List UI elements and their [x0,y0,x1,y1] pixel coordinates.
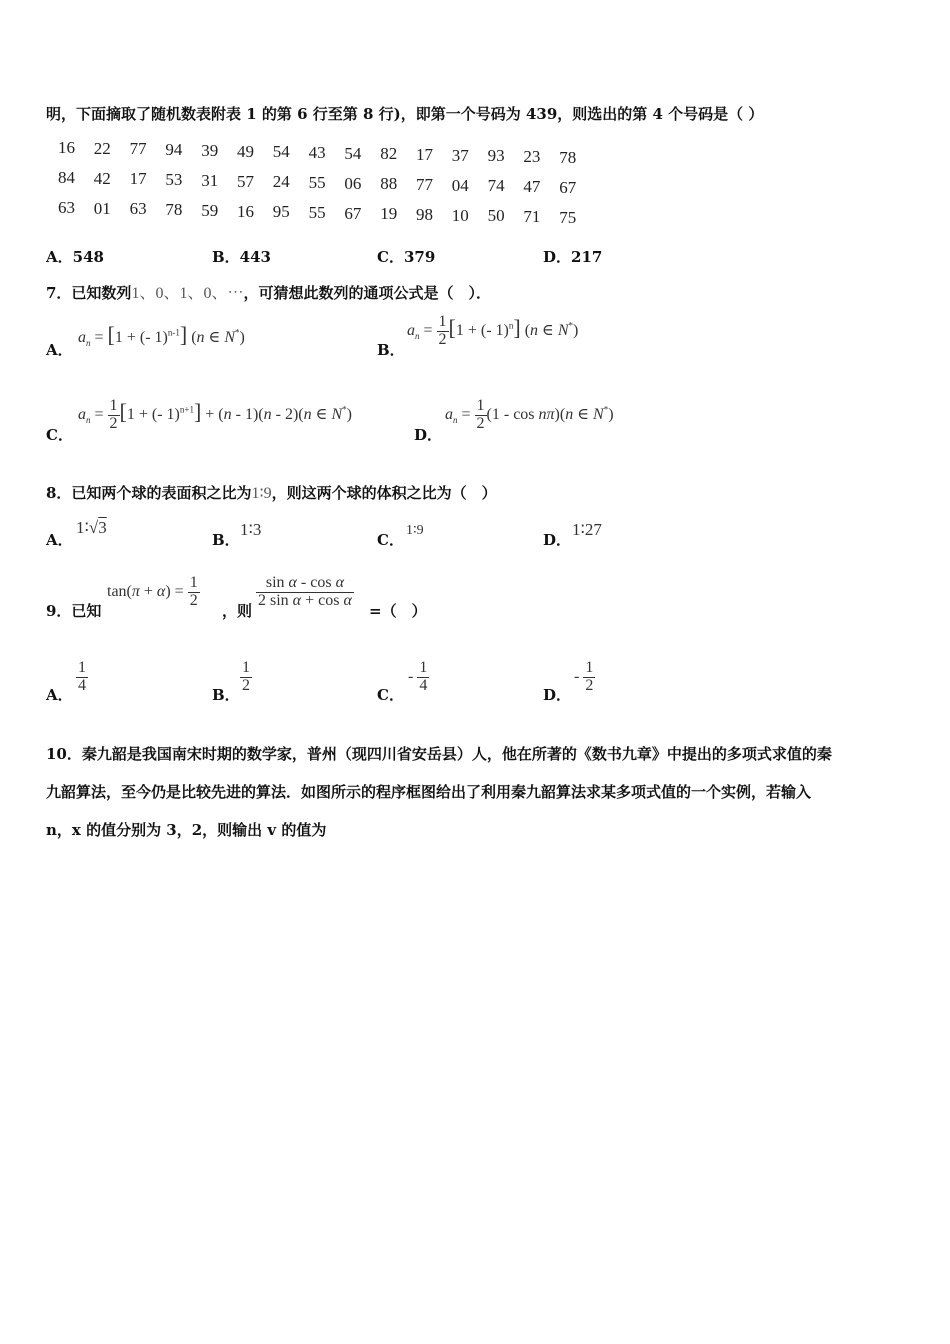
q7-label-a[interactable]: A． [46,341,73,359]
random-number-cell: 50 [487,206,505,226]
random-number-cell: 55 [308,202,326,222]
random-number-cell: 37 [451,145,469,165]
q9-option-d-formula: - $\frac{1}{2}$ [574,659,594,694]
random-number-cell: 84 [58,168,75,187]
random-number-cell: 24 [272,172,290,192]
random-number-cell: 49 [237,141,254,161]
q9-label-c[interactable]: C． [377,686,404,704]
random-number-cell: 19 [380,204,398,224]
random-number-cell: 17 [129,169,147,189]
q10-line-1: 10．秦九韶是我国南宋时期的数学家，普州（现四川省安岳县）人，他在所著的《数书九章》中提出的多项式求值的秦 [46,745,832,763]
q10-line-3: n，x 的值分别为 3，2，则输出 v 的值为 [46,821,327,839]
random-number-cell: 71 [523,207,541,227]
random-number-cell: 67 [344,203,362,223]
q7-label-d[interactable]: D． [414,426,443,444]
q8-label-c[interactable]: C． [377,531,404,549]
random-number-cell: 53 [165,170,183,190]
q9-expression: $\frac{\text{sin α - cos α}}{\text{2 sin α + cos α}}$ [258,574,352,609]
q8-stem-post: ，则这两个球的体积之比为（ ） [271,484,497,502]
q6-option-d[interactable]: D．217 [543,248,603,266]
random-number-cell: 06 [344,173,362,193]
q6-option-c[interactable]: C．379 [377,248,436,266]
random-number-cell: 77 [416,175,433,194]
random-number-cell: 82 [380,144,398,164]
q8-option-d: 1∶27 [572,520,602,539]
q9-label-a[interactable]: A． [46,686,73,704]
random-number-cell: 23 [523,147,541,167]
random-number-cell: 43 [308,142,326,162]
random-number-cell: 74 [487,176,505,196]
q8-label-d[interactable]: D． [543,531,572,549]
q8-option-a-formula: 1∶√3 [76,518,107,537]
q7-option-c-formula: $a_n$ = $\frac{1}{2}$ [1 + (- 1)$^{n+1}$] + (n - 1)(n - 2)(n ∈ N*) [78,397,352,432]
random-number-cell: 17 [416,145,433,164]
random-number-cell: 10 [451,205,469,225]
q6-option-b[interactable]: B．443 [212,248,271,266]
random-number-cell: 98 [416,205,433,224]
random-number-cell: 59 [201,200,219,220]
random-number-cell: 22 [93,138,111,158]
random-number-cell: 31 [201,170,219,190]
random-number-cell: 01 [93,198,111,218]
q7-option-b-formula: $a_n$ = $\frac{1}{2}$ [1 + (- 1)$^n$] (n ∈ N*) [407,313,579,348]
q6-option-a[interactable]: A．548 [46,248,104,266]
random-number-cell: 67 [559,177,577,197]
random-number-cell: 77 [129,139,147,159]
q9-mid: ，则 [222,602,253,620]
random-number-cell: 54 [272,142,290,162]
q9-given-formula: tan(π + α) = $\frac{1}{2}$ [107,574,198,609]
q7-label-c[interactable]: C． [46,426,73,444]
random-number-cell: 93 [487,146,505,166]
q9-option-c-formula: - $\frac{1}{4}$ [408,659,428,694]
random-number-cell: 54 [344,143,362,163]
random-number-cell: 78 [559,147,577,167]
q9-option-a-formula: $\frac{1}{4}$ [78,659,86,694]
random-number-cell: 42 [93,168,111,188]
q7-option-a-formula: $a_n = [1$ + (- 1)$^{n-1}$] (n ∈ N*) [78,322,245,349]
random-number-cell: 88 [380,174,398,194]
q8-stem [46,482,497,503]
q7-label-b[interactable]: B． [377,341,405,359]
q7-stem [46,280,491,303]
random-number-cell: 94 [165,140,183,160]
q8-option-c: 1∶9 [406,523,424,538]
q6-intro: 明，下面摘取了随机数表附表 1 的第 6 行至第 8 行)，即第一个号码为 439，则选出的第 4 个号码是（ ） [46,105,764,123]
q10-line-2: 九韶算法，至今仍是比较先进的算法．如图所示的程序框图给出了利用秦九韶算法求某多项式值的一个实例，若输入 [46,783,812,801]
random-number-cell: 55 [308,172,326,192]
random-number-cell: 47 [523,177,541,197]
q9-label-b[interactable]: B． [212,686,240,704]
random-number-cell: 95 [272,202,290,222]
random-number-cell: 39 [201,140,219,160]
random-number-cell: 16 [58,138,75,157]
q9-stem-pre: 9．已知 [46,602,102,620]
random-number-cell: 63 [129,199,147,219]
q9-label-d[interactable]: D． [543,686,572,704]
q8-label-a[interactable]: A． [46,531,73,549]
q7-stem-post: ，可猜想此数列的通项公式是（ ）． [243,284,491,302]
q9-post: =（ ） [369,602,427,620]
q9-option-b-formula: $\frac{1}{2}$ [242,659,250,694]
random-number-cell: 63 [58,198,75,217]
random-number-cell: 75 [559,207,577,227]
q7-stem-pre: 7．已知数列 [46,284,132,302]
random-number-cell: 57 [237,171,254,191]
q8-ratio: 1∶9 [251,485,272,502]
random-number-cell: 78 [165,200,183,220]
q7-option-d-formula: $a_n$ = $\frac{1}{2}$ (1 - cos nπ)(n ∈ N*) [445,397,614,432]
random-number-cell: 04 [451,175,469,195]
q8-label-b[interactable]: B． [212,531,240,549]
random-number-cell: 16 [237,201,254,221]
q8-option-b: 1∶3 [240,520,262,539]
q8-stem-pre: 8．已知两个球的表面积之比为 [46,484,252,502]
q7-sequence: 1、0、1、0、⋯ [131,285,244,302]
